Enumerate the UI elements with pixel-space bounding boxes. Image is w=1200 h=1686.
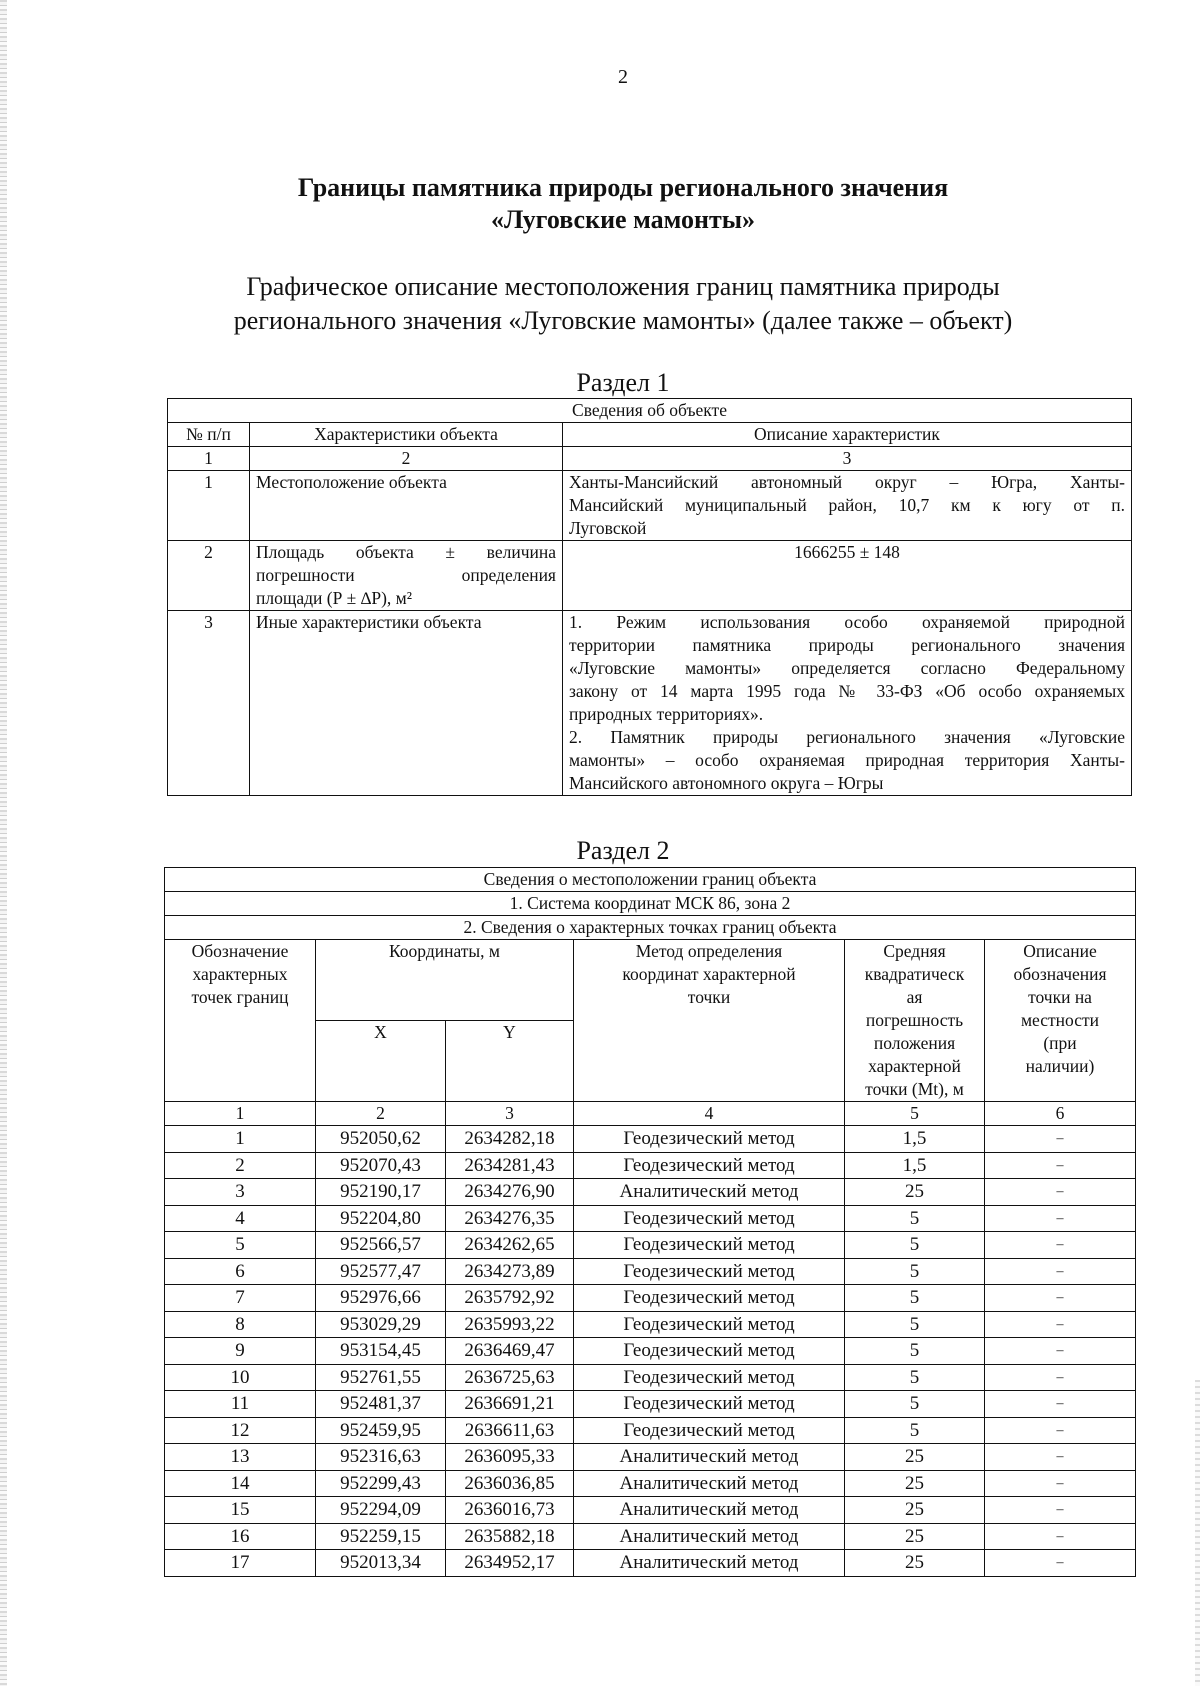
point-method: Геодезический метод bbox=[574, 1205, 845, 1232]
column-number: 5 bbox=[845, 1102, 985, 1126]
table-row bbox=[165, 1311, 1136, 1338]
coordinate-system: 1. Система координат МСК 86, зона 2 bbox=[165, 892, 1136, 916]
column-number-row bbox=[168, 447, 1132, 471]
table-row bbox=[165, 1205, 1136, 1232]
table-row bbox=[165, 1417, 1136, 1444]
section-2-heading: Раздел 2 bbox=[576, 836, 670, 865]
column-number: 1 bbox=[168, 447, 250, 471]
header-line: точки (Mt), м bbox=[865, 1079, 964, 1099]
point-mean-error: 5 bbox=[845, 1338, 985, 1365]
boundary-points-table bbox=[164, 867, 1136, 1577]
document-subtitle-line-1: Графическое описание местоположения границ памятника природы bbox=[246, 272, 1000, 301]
header-line: точек границ bbox=[191, 987, 289, 1007]
point-id: 13 bbox=[165, 1444, 316, 1471]
header-line: местности bbox=[1020, 1010, 1100, 1030]
point-y: 2635882,18 bbox=[446, 1523, 574, 1550]
point-method: Аналитический метод bbox=[574, 1179, 845, 1206]
point-x: 952761,55 bbox=[316, 1364, 446, 1391]
description-line: территории памятника природы регионального значения bbox=[569, 635, 1125, 655]
point-method: Аналитический метод bbox=[574, 1497, 845, 1524]
point-y: 2634281,43 bbox=[446, 1152, 574, 1179]
point-method: Аналитический метод bbox=[574, 1523, 845, 1550]
header-line: положения bbox=[873, 1033, 956, 1053]
point-description: – bbox=[985, 1232, 1136, 1259]
point-y: 2636611,63 bbox=[446, 1417, 574, 1444]
point-description: – bbox=[985, 1364, 1136, 1391]
point-x: 953029,29 bbox=[316, 1311, 446, 1338]
column-header-designation bbox=[165, 940, 316, 1102]
header-line: ая bbox=[906, 987, 923, 1007]
point-id: 2 bbox=[165, 1152, 316, 1179]
point-mean-error: 5 bbox=[845, 1205, 985, 1232]
point-description: – bbox=[985, 1338, 1136, 1365]
table-header-row bbox=[165, 940, 1136, 1021]
column-number: 3 bbox=[563, 447, 1132, 471]
header-line: характерной bbox=[868, 1056, 961, 1076]
point-x: 952204,80 bbox=[316, 1205, 446, 1232]
point-description: – bbox=[985, 1179, 1136, 1206]
section-1-heading: Раздел 1 bbox=[576, 368, 670, 397]
description-line: «Луговские мамонты» определяется согласно Федеральному bbox=[569, 658, 1125, 678]
header-line: Обозначение bbox=[191, 941, 289, 961]
point-description: – bbox=[985, 1523, 1136, 1550]
point-id: 3 bbox=[165, 1179, 316, 1206]
table-row bbox=[165, 1258, 1136, 1285]
point-mean-error: 1,5 bbox=[845, 1152, 985, 1179]
point-method: Геодезический метод bbox=[574, 1232, 845, 1259]
point-id: 5 bbox=[165, 1232, 316, 1259]
point-mean-error: 5 bbox=[845, 1285, 985, 1312]
row-characteristic: Местоположение объекта bbox=[250, 471, 563, 541]
table-title-row bbox=[165, 868, 1136, 892]
header-line: точки bbox=[687, 987, 731, 1007]
row-characteristic bbox=[250, 541, 563, 611]
point-description: – bbox=[985, 1391, 1136, 1418]
point-mean-error: 25 bbox=[845, 1179, 985, 1206]
point-x: 952566,57 bbox=[316, 1232, 446, 1259]
point-x: 952259,15 bbox=[316, 1523, 446, 1550]
point-x: 952050,62 bbox=[316, 1126, 446, 1153]
point-description: – bbox=[985, 1205, 1136, 1232]
point-y: 2636036,85 bbox=[446, 1470, 574, 1497]
point-id: 12 bbox=[165, 1417, 316, 1444]
point-x: 952976,66 bbox=[316, 1285, 446, 1312]
header-line: погрешность bbox=[865, 1010, 964, 1030]
column-header-number: № п/п bbox=[168, 423, 250, 447]
point-y: 2634952,17 bbox=[446, 1550, 574, 1577]
header-line: (при bbox=[1043, 1033, 1077, 1053]
column-number: 4 bbox=[574, 1102, 845, 1126]
point-y: 2634282,18 bbox=[446, 1126, 574, 1153]
table-row bbox=[165, 1232, 1136, 1259]
point-description: – bbox=[985, 1285, 1136, 1312]
point-description: – bbox=[985, 1152, 1136, 1179]
row-number: 1 bbox=[168, 471, 250, 541]
point-id: 10 bbox=[165, 1364, 316, 1391]
point-x: 952294,09 bbox=[316, 1497, 446, 1524]
point-description: – bbox=[985, 1470, 1136, 1497]
header-line: координат характерной bbox=[622, 964, 796, 984]
point-x: 952577,47 bbox=[316, 1258, 446, 1285]
point-x: 952070,43 bbox=[316, 1152, 446, 1179]
column-header-method bbox=[574, 940, 845, 1102]
row-description bbox=[563, 611, 1132, 796]
table-row bbox=[165, 1550, 1136, 1577]
characteristic-line: погрешности определения bbox=[256, 565, 556, 585]
document-subtitle-line-2: регионального значения «Луговские мамонты» (далее также – объект) bbox=[233, 306, 1013, 335]
table-title: Сведения о местоположении границ объекта bbox=[165, 868, 1136, 892]
point-method: Аналитический метод bbox=[574, 1550, 845, 1577]
row-description: 1666255 ± 148 bbox=[563, 541, 1132, 611]
point-method: Аналитический метод bbox=[574, 1470, 845, 1497]
characteristic-line: площади (Р ± ∆Р), м² bbox=[256, 588, 412, 608]
header-line: наличии) bbox=[1025, 1056, 1095, 1076]
characteristic-line: Площадь объекта ± величина bbox=[256, 542, 556, 562]
point-id: 9 bbox=[165, 1338, 316, 1365]
point-y: 2636691,21 bbox=[446, 1391, 574, 1418]
point-mean-error: 5 bbox=[845, 1232, 985, 1259]
point-y: 2636016,73 bbox=[446, 1497, 574, 1524]
point-y: 2636095,33 bbox=[446, 1444, 574, 1471]
point-y: 2634276,90 bbox=[446, 1179, 574, 1206]
point-x: 952299,43 bbox=[316, 1470, 446, 1497]
point-description: – bbox=[985, 1444, 1136, 1471]
header-line: характерных bbox=[192, 964, 288, 984]
point-description: – bbox=[985, 1550, 1136, 1577]
point-description: – bbox=[985, 1258, 1136, 1285]
table-row bbox=[168, 541, 1132, 611]
point-mean-error: 25 bbox=[845, 1497, 985, 1524]
table-row bbox=[165, 1444, 1136, 1471]
description-line: Мансийского автономного округа – Югры bbox=[569, 773, 884, 793]
scan-edge-right bbox=[1195, 1380, 1200, 1686]
point-method: Геодезический метод bbox=[574, 1311, 845, 1338]
description-line: 2. Памятник природы регионального значения «Луговские bbox=[569, 727, 1125, 747]
point-id: 1 bbox=[165, 1126, 316, 1153]
point-x: 952190,17 bbox=[316, 1179, 446, 1206]
table-header-row bbox=[168, 423, 1132, 447]
point-y: 2635993,22 bbox=[446, 1311, 574, 1338]
point-id: 17 bbox=[165, 1550, 316, 1577]
point-id: 8 bbox=[165, 1311, 316, 1338]
point-x: 952013,34 bbox=[316, 1550, 446, 1577]
point-y: 2634273,89 bbox=[446, 1258, 574, 1285]
point-x: 952316,63 bbox=[316, 1444, 446, 1471]
table-row bbox=[168, 471, 1132, 541]
header-line: точки на bbox=[1028, 987, 1092, 1007]
point-id: 15 bbox=[165, 1497, 316, 1524]
point-method: Геодезический метод bbox=[574, 1417, 845, 1444]
row-characteristic: Иные характеристики объекта bbox=[250, 611, 563, 796]
point-id: 11 bbox=[165, 1391, 316, 1418]
header-line: квадратическ bbox=[864, 964, 965, 984]
point-y: 2636469,47 bbox=[446, 1338, 574, 1365]
row-number: 3 bbox=[168, 611, 250, 796]
point-method: Аналитический метод bbox=[574, 1444, 845, 1471]
column-header-mean-error bbox=[845, 940, 985, 1102]
point-x: 952481,37 bbox=[316, 1391, 446, 1418]
table-row bbox=[165, 1391, 1136, 1418]
point-mean-error: 25 bbox=[845, 1550, 985, 1577]
page-number: 2 bbox=[618, 66, 628, 88]
table-row bbox=[165, 1470, 1136, 1497]
point-y: 2634262,65 bbox=[446, 1232, 574, 1259]
object-info-table bbox=[167, 398, 1132, 796]
description-line: Луговской bbox=[569, 518, 647, 538]
point-method: Геодезический метод bbox=[574, 1285, 845, 1312]
column-header-coordinates: Координаты, м bbox=[316, 940, 574, 1021]
table-row bbox=[165, 1338, 1136, 1365]
column-number: 6 bbox=[985, 1102, 1136, 1126]
coordinate-system-row bbox=[165, 892, 1136, 916]
row-number: 2 bbox=[168, 541, 250, 611]
point-id: 14 bbox=[165, 1470, 316, 1497]
point-method: Геодезический метод bbox=[574, 1364, 845, 1391]
description-line: природных территориях». bbox=[569, 704, 764, 724]
header-line: Описание bbox=[1023, 941, 1097, 961]
column-number: 3 bbox=[446, 1102, 574, 1126]
header-line: обозначения bbox=[1013, 964, 1107, 984]
point-mean-error: 5 bbox=[845, 1391, 985, 1418]
column-number: 2 bbox=[316, 1102, 446, 1126]
points-info-row bbox=[165, 916, 1136, 940]
column-header-characteristic: Характеристики объекта bbox=[250, 423, 563, 447]
column-header-description: Описание характеристик bbox=[563, 423, 1132, 447]
column-number: 2 bbox=[250, 447, 563, 471]
description-line: 1. Режим использования особо охраняемой природной bbox=[569, 612, 1125, 632]
document-title-line-2: «Луговские мамонты» bbox=[490, 205, 756, 234]
table-row bbox=[165, 1523, 1136, 1550]
table-title: Сведения об объекте bbox=[168, 399, 1132, 423]
table-row bbox=[165, 1497, 1136, 1524]
point-mean-error: 25 bbox=[845, 1444, 985, 1471]
table-row bbox=[165, 1152, 1136, 1179]
point-x: 952459,95 bbox=[316, 1417, 446, 1444]
point-mean-error: 1,5 bbox=[845, 1126, 985, 1153]
row-description bbox=[563, 471, 1132, 541]
column-number: 1 bbox=[165, 1102, 316, 1126]
document-title-line-1: Границы памятника природы регионального значения bbox=[297, 173, 949, 202]
header-line: Средняя bbox=[883, 941, 946, 961]
point-mean-error: 5 bbox=[845, 1417, 985, 1444]
points-body bbox=[165, 1126, 1136, 1577]
point-mean-error: 25 bbox=[845, 1470, 985, 1497]
point-x: 953154,45 bbox=[316, 1338, 446, 1365]
point-y: 2636725,63 bbox=[446, 1364, 574, 1391]
point-method: Геодезический метод bbox=[574, 1152, 845, 1179]
description-line: мамонты» – особо охраняемая природная территория Ханты- bbox=[569, 750, 1125, 770]
point-id: 4 bbox=[165, 1205, 316, 1232]
column-number-row bbox=[165, 1102, 1136, 1126]
point-mean-error: 5 bbox=[845, 1311, 985, 1338]
point-id: 7 bbox=[165, 1285, 316, 1312]
point-mean-error: 5 bbox=[845, 1364, 985, 1391]
table-row bbox=[165, 1126, 1136, 1153]
description-line: закону от 14 марта 1995 года № 33-ФЗ «Об особо охраняемых bbox=[569, 681, 1125, 701]
point-method: Геодезический метод bbox=[574, 1126, 845, 1153]
point-id: 6 bbox=[165, 1258, 316, 1285]
point-description: – bbox=[985, 1311, 1136, 1338]
point-y: 2634276,35 bbox=[446, 1205, 574, 1232]
column-header-y: Y bbox=[446, 1021, 574, 1102]
table-row bbox=[165, 1179, 1136, 1206]
column-header-x: X bbox=[316, 1021, 446, 1102]
points-info-title: 2. Сведения о характерных точках границ объекта bbox=[165, 916, 1136, 940]
point-description: – bbox=[985, 1126, 1136, 1153]
table-row bbox=[165, 1285, 1136, 1312]
table-row bbox=[165, 1364, 1136, 1391]
column-header-point-description bbox=[985, 940, 1136, 1102]
point-id: 16 bbox=[165, 1523, 316, 1550]
table-title-row bbox=[168, 399, 1132, 423]
point-method: Геодезический метод bbox=[574, 1338, 845, 1365]
point-y: 2635792,92 bbox=[446, 1285, 574, 1312]
point-method: Геодезический метод bbox=[574, 1391, 845, 1418]
point-mean-error: 25 bbox=[845, 1523, 985, 1550]
point-description: – bbox=[985, 1497, 1136, 1524]
document-title bbox=[0, 172, 1200, 236]
description-line: Ханты-Мансийский автономный округ – Югра, Ханты- bbox=[569, 472, 1125, 492]
table-row bbox=[168, 611, 1132, 796]
point-description: – bbox=[985, 1417, 1136, 1444]
header-line: Метод определения bbox=[635, 941, 783, 961]
point-mean-error: 5 bbox=[845, 1258, 985, 1285]
point-method: Геодезический метод bbox=[574, 1258, 845, 1285]
description-line: Мансийский муниципальный район, 10,7 км к югу от п. bbox=[569, 495, 1125, 515]
document-subtitle bbox=[150, 270, 1096, 338]
